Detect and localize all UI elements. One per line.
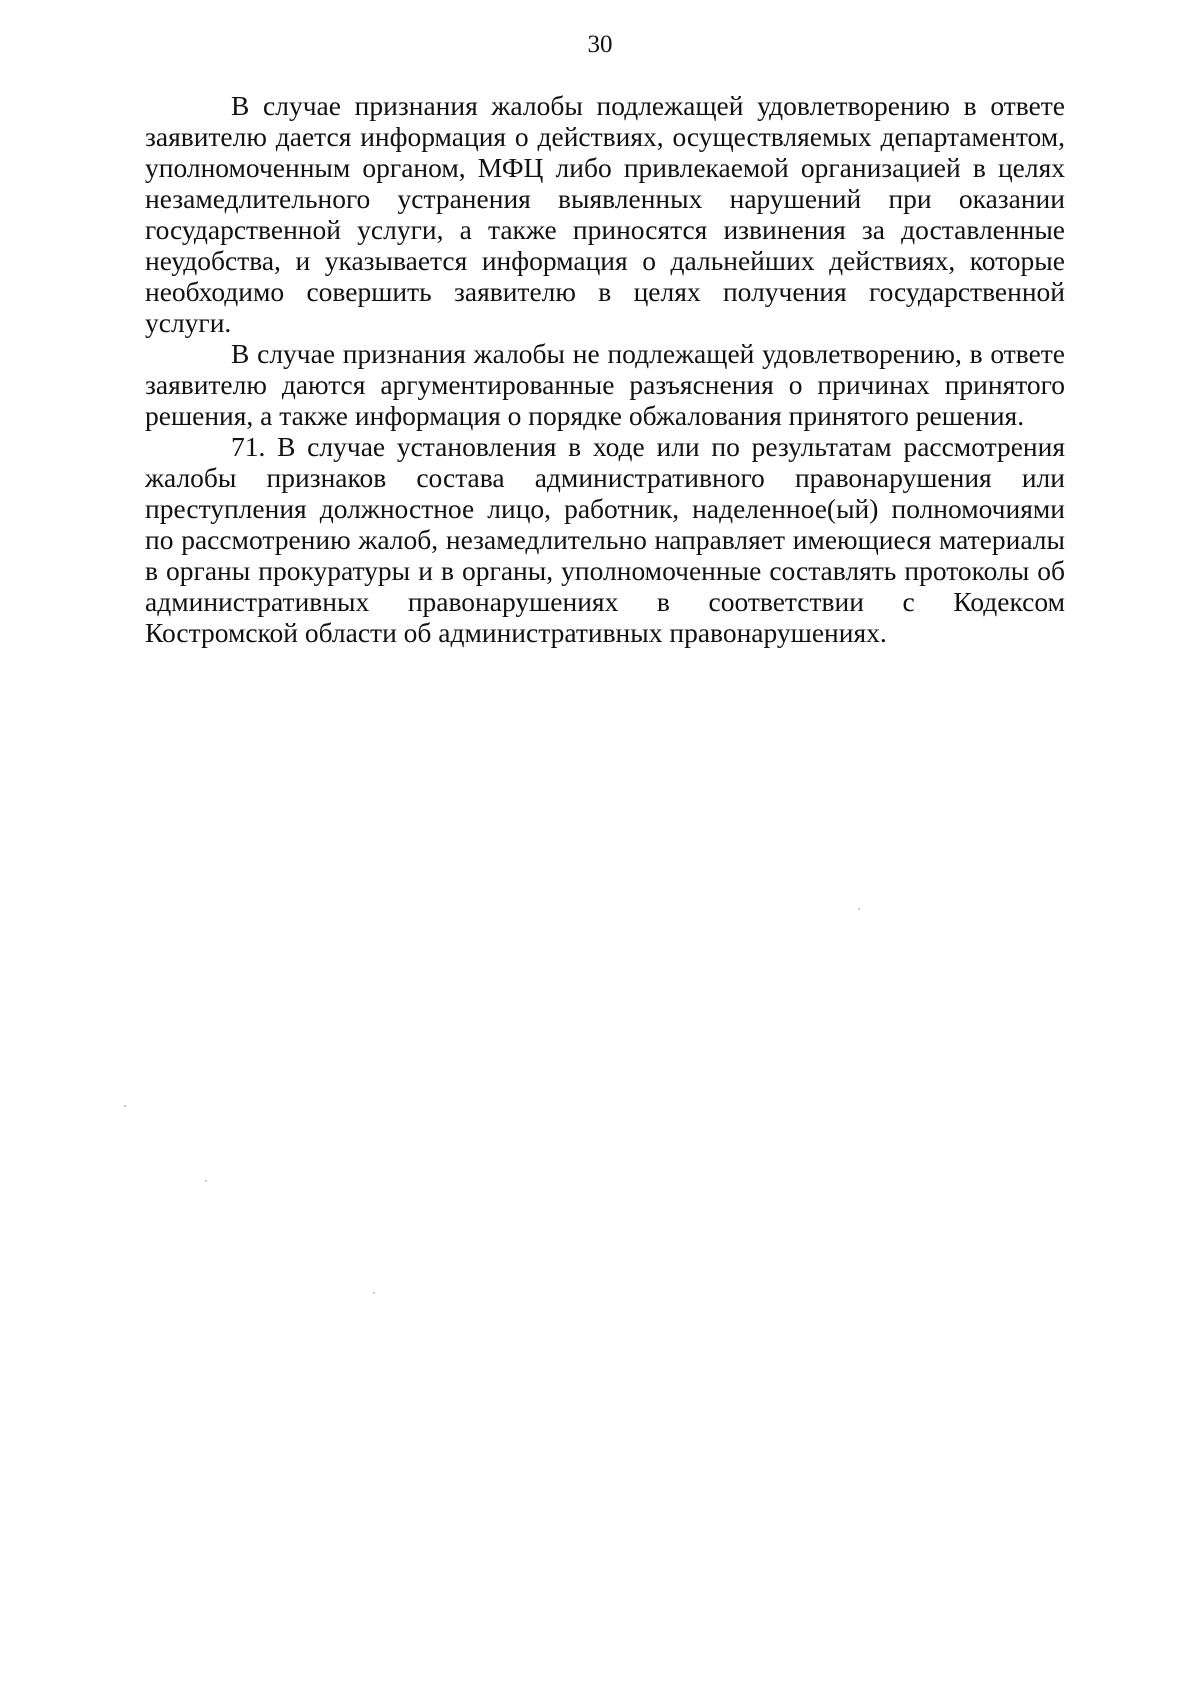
- document-body: [145, 90, 1065, 648]
- paragraph-complaint-rejected: В случае признания жалобы не подлежащей удовлетворению, в ответе заявителю даются аргументированные разъяснения о причинах принятого решения, а также информация о порядке обжалования принятого решения.: [145, 338, 1065, 431]
- page-number: 30: [587, 31, 613, 58]
- scan-speck: [858, 908, 860, 910]
- paragraph-complaint-satisfied: В случае признания жалобы подлежащей удовлетворению в ответе заявителю дается информация о действиях, осуществляемых департаментом, уполномоченным органом, МФЦ либо привлекаемой организацией в целях незамедлительного устранения выявленных нарушений при оказании государственной услуги, а также приносятся извинения за доставленные неудобства, и указывается информация о дальнейших действиях, которые необходимо совершить заявителю в целях получения государственной услуги.: [145, 90, 1065, 338]
- paragraph-clause-71: 71. В случае установления в ходе или по результатам рассмотрения жалобы признаков состава административного правонарушения или преступления должностное лицо, работник, наделенное(ый) полномочиями по рассмотрению жалоб, незамедлительно направляет имеющиеся материалы в органы прокуратуры и в органы, уполномоченные составлять протоколы об административных правонарушениях в соответствии с Кодексом Костромской области об административных правонарушениях.: [145, 431, 1065, 648]
- scan-speck: [205, 1180, 207, 1182]
- scan-speck: [124, 1105, 126, 1107]
- scan-speck: [373, 1292, 375, 1294]
